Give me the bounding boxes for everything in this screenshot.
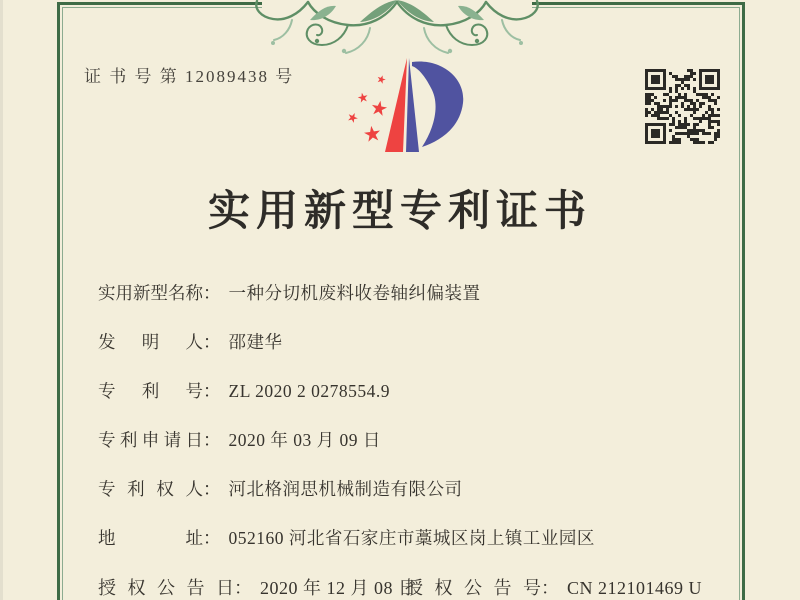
star-icon: ★	[355, 88, 371, 107]
certificate-field-row	[98, 427, 738, 476]
field-value: 2020 年 12 月 08 日	[260, 578, 417, 598]
certificate-number: 证 书 号 第 12089438 号	[84, 67, 295, 86]
certificate-field-row	[98, 476, 738, 525]
qr-code-pattern	[645, 69, 720, 144]
certificate-fields	[98, 280, 738, 600]
star-icon: ★	[344, 108, 362, 127]
field-label: 地址：	[98, 528, 221, 548]
logo-column-blue	[406, 58, 419, 152]
certificate-field-row	[98, 525, 738, 574]
field-value: ZL 2020 2 0278554.9	[228, 381, 390, 401]
field-value: 河北格润思机械制造有限公司	[228, 479, 463, 499]
field-label: 发明人：	[98, 332, 221, 352]
certificate-field-row	[98, 329, 738, 378]
field-value: 2020 年 03 月 09 日	[228, 430, 381, 450]
field-value: 邵建华	[228, 332, 283, 352]
field-value: 052160 河北省石家庄市藁城区岗上镇工业园区	[228, 528, 595, 548]
grant-publication-number: 授权公告号： CN 212101469 U	[405, 578, 703, 598]
logo-bowl-blue	[412, 61, 463, 147]
field-label: 授权公告日：	[98, 578, 252, 598]
certificate-title: 实用新型专利证书	[207, 189, 592, 235]
star-icon: ★	[361, 120, 384, 148]
field-label: 专利权人：	[98, 479, 221, 499]
field-label: 专利申请日：	[98, 430, 221, 450]
field-label: 专利号：	[98, 381, 221, 401]
qr-code	[641, 65, 723, 147]
scan-edge	[0, 0, 3, 600]
certificate-field-row	[98, 378, 738, 427]
certificate-field-row	[98, 574, 738, 600]
star-icon: ★	[368, 96, 390, 122]
field-label: 实用新型名称：	[98, 283, 221, 303]
field-value: 一种分切机废料收卷轴纠偏装置	[228, 283, 481, 303]
cnipa-patent-logo-icon	[335, 48, 470, 173]
star-icon: ★	[374, 72, 388, 88]
certificate-field-row	[98, 280, 738, 329]
